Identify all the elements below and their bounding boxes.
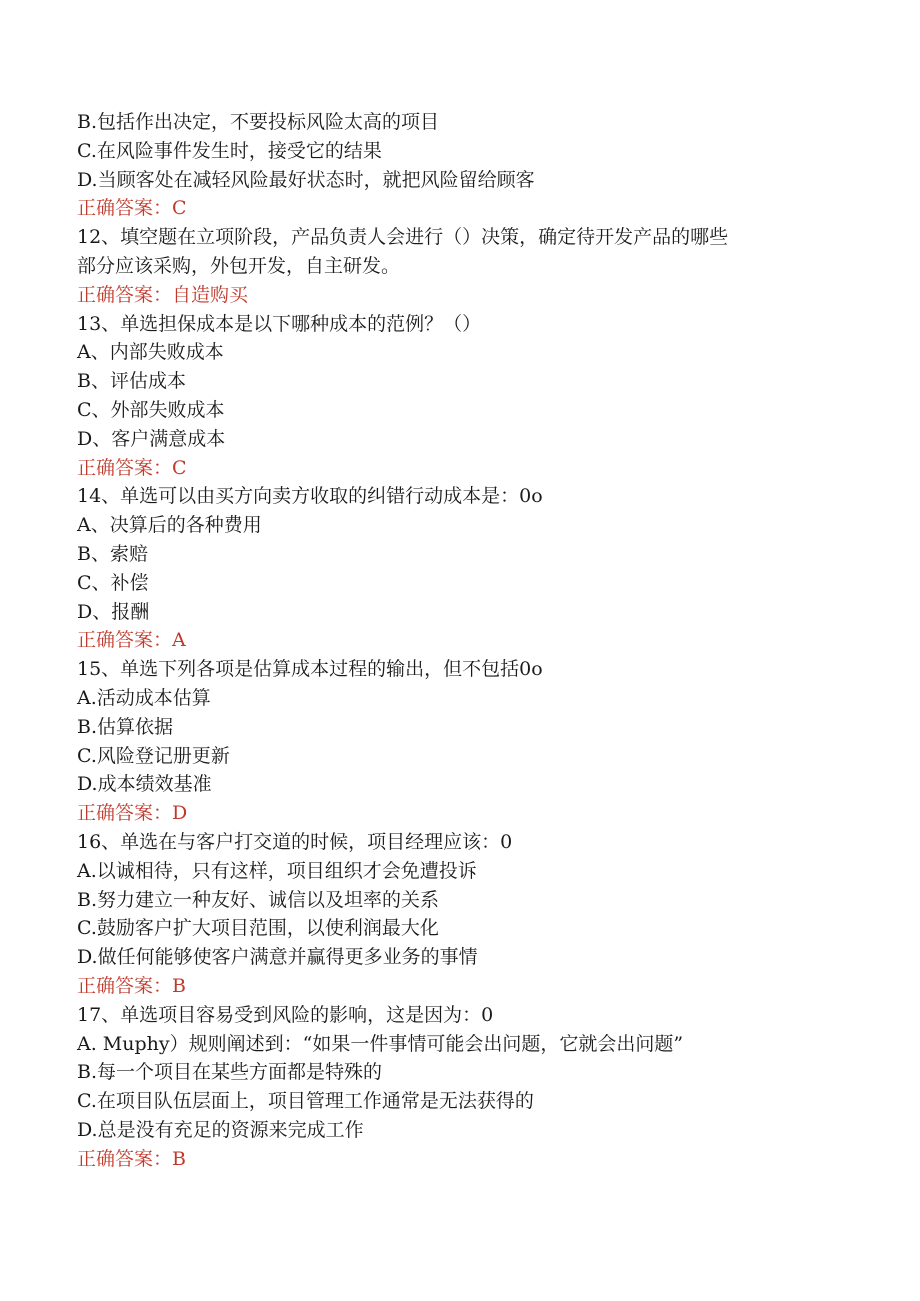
answer-line: 正确答案：B bbox=[77, 974, 186, 997]
text-line: C.鼓励客户扩大项目范围，以使利润最大化 bbox=[77, 917, 439, 940]
text-line: 部分应该采购，外包开发，自主研发。 bbox=[77, 254, 401, 277]
text-line: D.总是没有充足的资源来完成工作 bbox=[77, 1118, 364, 1141]
text-line: A. Muphy）规则阐述到：“如果一件事情可能会出问题，它就会出问题” bbox=[77, 1032, 684, 1055]
text-line: 13、单选担保成本是以下哪种成本的范例？（） bbox=[77, 312, 482, 335]
text-line: A.活动成本估算 bbox=[77, 686, 211, 709]
text-line: C、外部失败成本 bbox=[77, 398, 225, 421]
text-line: 17、单选项目容易受到风险的影响，这是因为：0 bbox=[77, 1003, 494, 1026]
text-line: A.以诚相待，只有这样，项目组织才会免遭投诉 bbox=[77, 859, 477, 882]
text-line: D.成本绩效基准 bbox=[77, 773, 212, 796]
text-line: A、内部失败成本 bbox=[77, 341, 224, 364]
text-line: C.风险登记册更新 bbox=[77, 744, 230, 767]
text-line: B.包括作出决定，不要投标风险太高的项目 bbox=[77, 111, 440, 133]
text-line: C、补偿 bbox=[77, 571, 149, 594]
text-line: 14、单选可以由买方向卖方收取的纠错行动成本是：0o bbox=[77, 485, 543, 508]
text-line: C.在风险事件发生时，接受它的结果 bbox=[77, 139, 382, 162]
text-line: 16、单选在与客户打交道的时候，项目经理应该：0 bbox=[77, 830, 513, 853]
text-line: D、报酬 bbox=[77, 600, 150, 623]
answer-line: 正确答案：D bbox=[77, 802, 188, 825]
text-line: A、决算后的各种费用 bbox=[77, 514, 262, 537]
text-line: D.做任何能够使客户满意并赢得更多业务的事情 bbox=[77, 946, 478, 969]
text-line: 12、填空题在立项阶段，产品负责人会进行（）决策，确定待开发产品的哪些 bbox=[77, 226, 729, 249]
text-line: 15、单选下列各项是估算成本过程的输出，但不包括0o bbox=[77, 658, 543, 681]
text-line: D、客户满意成本 bbox=[77, 427, 226, 450]
text-line: B、索赔 bbox=[77, 542, 148, 565]
answer-line: 正确答案：B bbox=[77, 1147, 186, 1170]
answer-line: 正确答案：C bbox=[77, 456, 187, 479]
document-page bbox=[77, 108, 857, 1173]
text-line: B、评估成本 bbox=[77, 370, 186, 393]
answer-line: 正确答案：A bbox=[77, 629, 186, 652]
answer-line: 正确答案：自造购买 bbox=[77, 283, 249, 306]
text-line: B.努力建立一种友好、诚信以及坦率的关系 bbox=[77, 888, 440, 911]
text-line: B.每一个项目在某些方面都是特殊的 bbox=[77, 1061, 383, 1084]
text-line: D.当顾客处在减轻风险最好状态时，就把风险留给顾客 bbox=[77, 168, 535, 191]
text-line: C.在项目队伍层面上，项目管理工作通常是无法获得的 bbox=[77, 1090, 534, 1113]
answer-line: 正确答案：C bbox=[77, 197, 187, 220]
text-line: B.估算依据 bbox=[77, 715, 174, 738]
